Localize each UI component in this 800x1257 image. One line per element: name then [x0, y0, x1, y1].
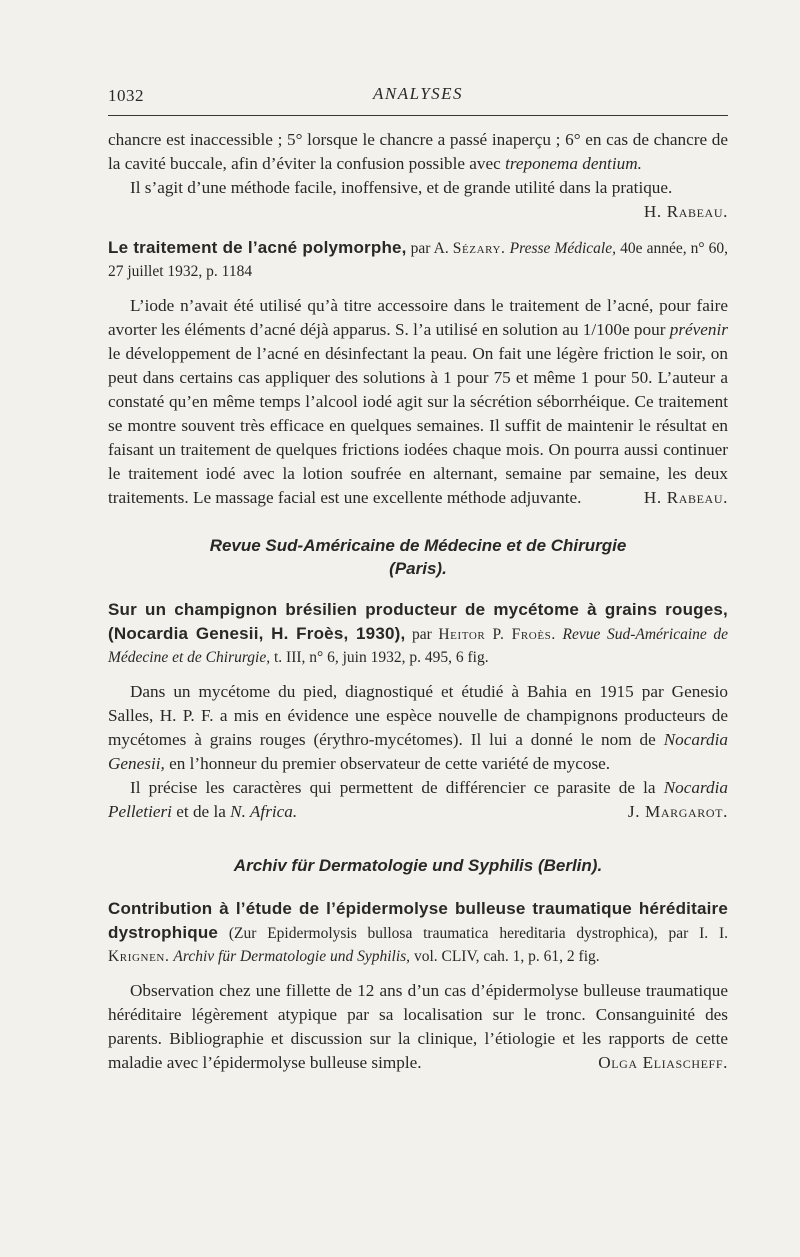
article-3-body [108, 979, 728, 1075]
intro-signature: H. Rabeau. [643, 202, 728, 221]
intro-text: chancre est inaccessible ; 5° lorsque le chancre a passé inaperçu ; 6° en cas de chancre de la cavité buccale, afin d’éviter la confusion possible avec [108, 130, 728, 173]
section-1-line-2: (Paris). [389, 559, 447, 578]
section-1-line-1: Revue Sud-Américaine de Médecine et de Chirurgie [209, 536, 627, 555]
running-title: ANALYSES [372, 84, 464, 103]
intro-conclusion [108, 176, 728, 224]
article-2-p1-text-b: en l’honneur du premier observateur de cette variété de mycose. [164, 754, 611, 773]
article-3-heading [108, 897, 728, 968]
article-3-text: Observation chez une fillette de 12 ans d’un cas d’épidermolyse bulleuse traumatique héréditaire légèrement atypique par sa localisation sur le tronc. Consanguinité des parents. Bibliographie et discussion sur la clinique, l’étiologie et les rapports de cette maladie avec l’épidermolyse bulleuse simple. [108, 981, 728, 1072]
article-3-details: vol. CLIV, cah. 1, p. 61, 2 fig. [410, 948, 600, 965]
intro-paragraph [108, 128, 728, 176]
section-2-heading [108, 854, 728, 877]
article-1-title: Le traitement de l’acné polymorphe, [108, 238, 407, 257]
header-rule [108, 115, 728, 116]
article-2-p2-mid: et de la [171, 802, 231, 821]
article-2-p1-text-a: Dans un mycétome du pied, diagnostiqué et étudié à Bahia en 1915 par Genesio Salles, H. P. F. a mis en évidence une espèce nouvelle de champignons producteurs de mycétomes à grains rouges (érythro-mycétomes). Il lui a donné le nom de [108, 682, 728, 749]
article-2-paragraph-2 [108, 776, 728, 824]
article-1-by: par A. [406, 240, 453, 257]
article-2-by: par [405, 626, 439, 643]
page-number: 1032 [108, 86, 144, 105]
article-1-signature: H. Rabeau. [643, 488, 728, 507]
article-2-details: t. III, n° 6, juin 1932, p. 495, 6 fig. [270, 649, 489, 666]
page-content [108, 128, 728, 1075]
article-2-p1-italic: Nocardia Genesii, [108, 730, 728, 773]
article-2-paragraph-1 [108, 680, 728, 776]
article-1-heading [108, 236, 728, 283]
article-3-subtitle: (Zur Epidermolysis bullosa traumatica hereditaria dystrophica), par I. I. [218, 925, 728, 942]
article-1-text-a: L’iode n’avait été utilisé qu’à titre accessoire dans le traitement de l’acné, pour faire avorter les éléments d’acné déjà apparus. S. l’a utilisé en solution au 1/100e pour [108, 296, 728, 339]
article-1-journal: Presse Médicale, [509, 240, 616, 257]
intro-conclusion-text: Il s’agit d’une méthode facile, inoffensive, et de grande utilité dans la pratique. [130, 178, 673, 197]
section-1-heading [108, 534, 728, 580]
intro-italic: treponema dentium. [505, 154, 642, 173]
section-2-line-1: Archiv für Dermatologie und Syphilis (Berlin). [233, 856, 603, 875]
article-2-p2-italic-2: N. Africa. [230, 802, 298, 821]
article-3-author: Krignen. [108, 948, 170, 965]
article-1-details: 40e année, n° 60, 27 juillet 1932, p. 1184 [108, 240, 729, 280]
article-1-author: Sézary. [452, 240, 506, 257]
article-3-journal: Archiv für Dermatologie und Syphilis, [173, 948, 411, 965]
article-2-journal: Revue Sud-Américaine de Médecine et de Chirurgie, [108, 626, 728, 666]
article-2-p2-text-a: Il précise les caractères qui permettent de différencier ce parasite de la [130, 778, 664, 797]
article-1-body [108, 294, 728, 510]
article-1-italic: prévenir [669, 320, 728, 339]
article-2-heading [108, 598, 728, 669]
article-3-title: Contribution à l’étude de l’épidermolyse bulleuse traumatique héréditaire dystrophique [108, 899, 728, 942]
article-1-text-b: le développement de l’acné en désinfectant la peau. On fait une légère friction le soir, on peut dans certains cas appliquer des solutions à 1 pour 75 et même 1 pour 50. L’auteur a constaté qu’en même temps l’alcool iodé agit sur la sécrétion séborrhéique. Ce traitement se montre souvent très efficace en quelques semaines. Il suffit de maintenir le résultat en faisant un traitement de quelques frictions iodées chaque mois. On pourra aussi continuer le traitement iodé avec la lotion soufrée en alternant, semaine par semaine, les deux traitements. Le massage facial est une excellente méthode adjuvante. [108, 344, 728, 507]
article-2-signature: J. Margarot. [627, 802, 728, 821]
article-3-signature: Olga Eliascheff. [598, 1053, 728, 1072]
article-2-title: Sur un champignon brésilien producteur de mycétome à grains rouges, (Nocardia Genesii, H. Froès, 1930), [108, 600, 728, 643]
article-2-author: Heitor P. Froès. [438, 626, 556, 643]
page-header [108, 82, 728, 112]
article-2-p2-italic-1: Nocardia Pelletieri [108, 778, 728, 821]
